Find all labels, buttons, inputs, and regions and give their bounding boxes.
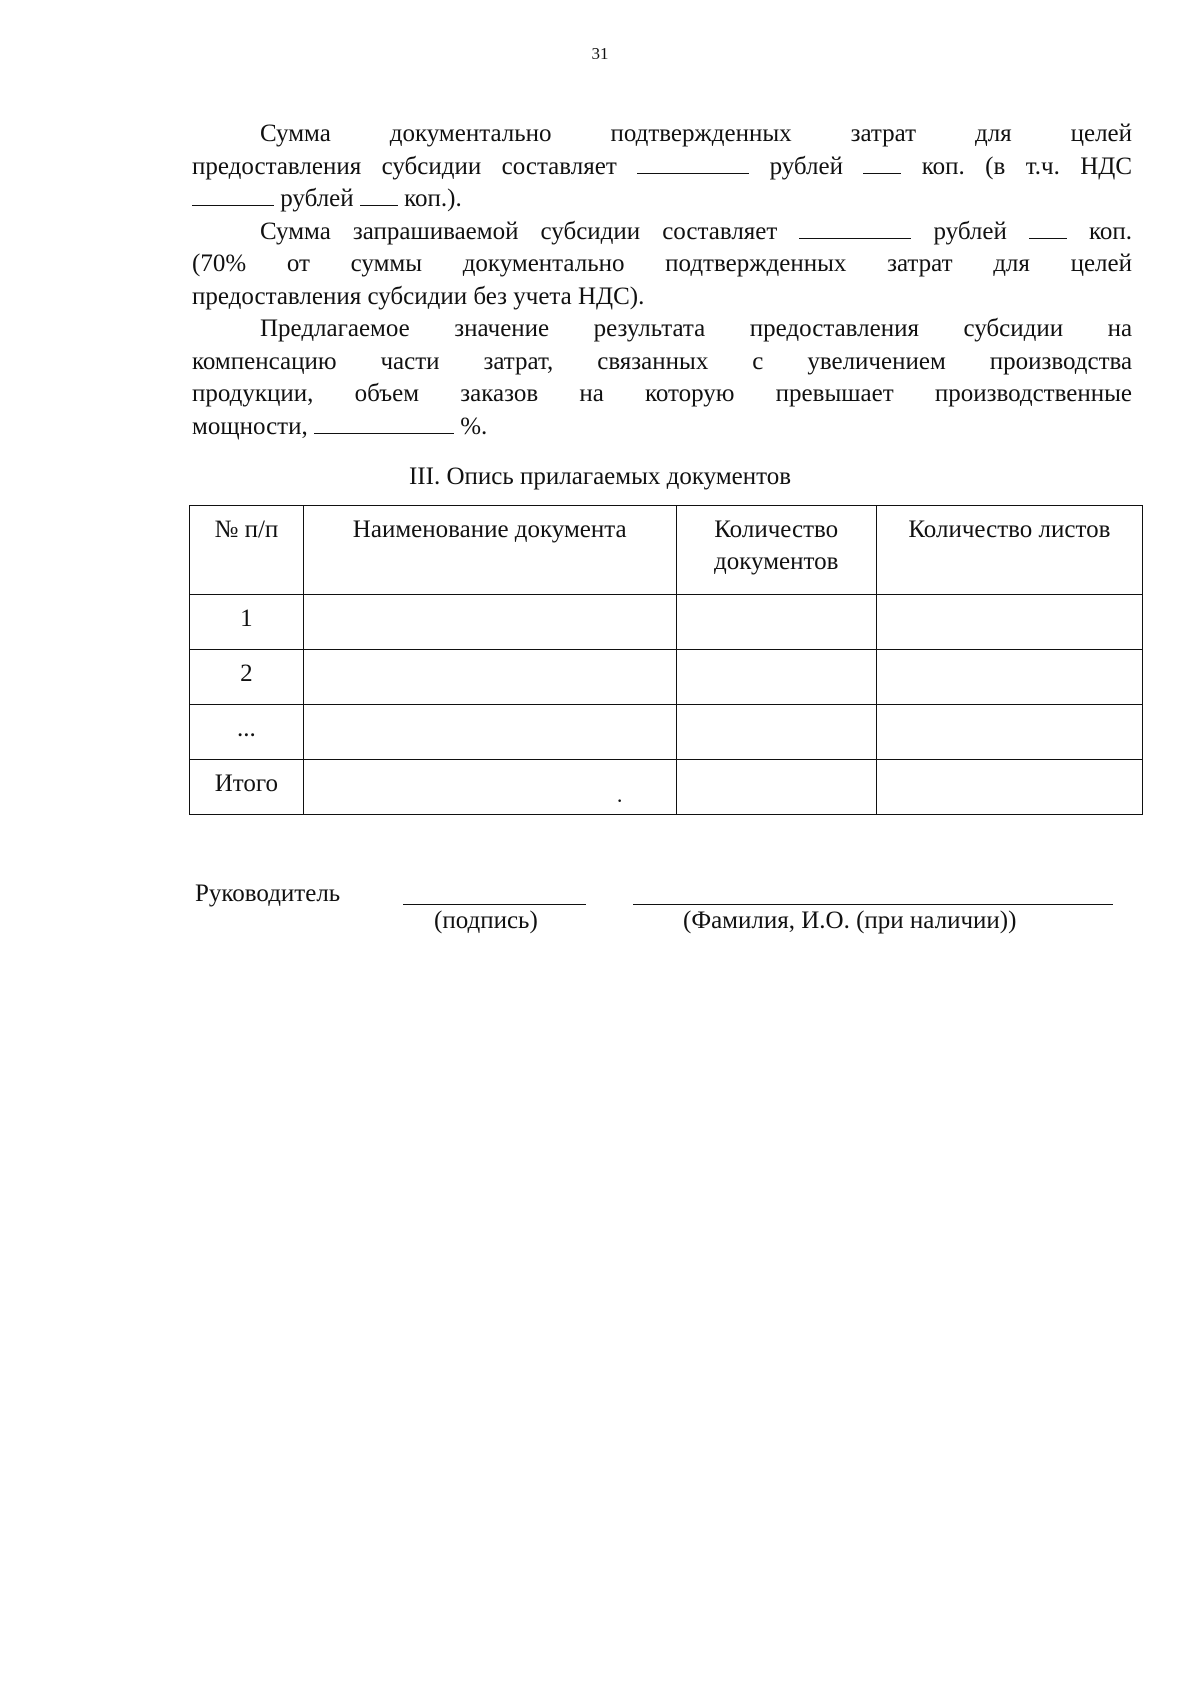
paragraph3-line3	[192, 378, 1132, 411]
amount-rub-blank	[637, 151, 749, 174]
word: на	[579, 380, 604, 407]
scan-speck: ·	[616, 788, 624, 813]
cell-sheets	[876, 760, 1142, 815]
text: коп.	[1089, 217, 1133, 245]
word: производственные	[934, 380, 1133, 407]
cell-num: 2	[190, 650, 304, 705]
cell-num: 1	[190, 595, 304, 650]
word: документально	[462, 250, 625, 277]
word: от	[286, 250, 310, 277]
word: производства	[989, 347, 1133, 375]
cell-num: Итого	[190, 760, 304, 815]
word: связанных	[597, 347, 709, 375]
paragraph2-line2	[192, 248, 1132, 281]
signature-role: Руководитель	[195, 880, 341, 907]
name-line	[633, 904, 1113, 905]
word: результата	[593, 315, 706, 342]
header-num: № п/п	[190, 506, 304, 595]
word: с	[752, 347, 764, 375]
text: рублей	[933, 217, 1007, 245]
text: предоставления субсидии составляет	[192, 152, 617, 180]
word: продукции,	[192, 380, 314, 407]
header-count-line2: документов	[714, 548, 839, 575]
subsidy-rub-blank	[799, 216, 911, 239]
cell-count	[676, 760, 876, 815]
table-row	[190, 595, 1143, 650]
signature-caption: (подпись)	[434, 907, 538, 934]
header-sheets: Количество листов	[876, 506, 1142, 595]
word: целей	[1070, 250, 1133, 277]
cell-count	[676, 650, 876, 705]
cell-name	[303, 595, 676, 650]
signature-line	[403, 904, 586, 905]
text: мощности,	[192, 412, 308, 440]
header-count-line1: Количество	[714, 516, 839, 543]
table-row-total	[190, 760, 1143, 815]
page-number: 31	[591, 44, 609, 63]
word: документально	[389, 120, 552, 147]
word: для	[993, 250, 1030, 277]
word: целей	[1070, 120, 1133, 147]
word: компенсацию	[192, 347, 337, 375]
text: %.	[460, 412, 488, 440]
word: для	[974, 120, 1012, 147]
cell-count	[676, 595, 876, 650]
cell-name	[303, 650, 676, 705]
paragraph2-line3: предоставления субсидии без учета НДС).	[192, 282, 645, 310]
paragraph1-line3	[192, 183, 1132, 216]
cell-sheets	[876, 650, 1142, 705]
table-row	[190, 705, 1143, 760]
word: части	[380, 347, 440, 375]
word: превышает	[775, 380, 894, 407]
text: коп.).	[404, 185, 462, 212]
word: Предлагаемое	[260, 315, 410, 342]
header-name: Наименование документа	[303, 506, 676, 595]
text: коп. (в т.ч. НДС	[921, 152, 1133, 180]
word: заказов	[460, 380, 539, 407]
amount-kop-blank	[863, 151, 901, 174]
paragraph3-line4	[192, 411, 1132, 444]
word: которую	[644, 380, 735, 407]
paragraph3-line1	[192, 313, 1132, 346]
cell-sheets	[876, 595, 1142, 650]
word: подтвержденных	[610, 120, 792, 147]
word: Сумма	[260, 120, 331, 147]
word: предоставления	[749, 315, 919, 342]
text: Сумма запрашиваемой субсидии составляет	[260, 217, 778, 245]
word: значение	[454, 315, 550, 342]
cell-num: ...	[190, 705, 304, 760]
body-text	[192, 118, 1132, 443]
name-caption: (Фамилия, И.О. (при наличии))	[683, 907, 1017, 934]
word: на	[1107, 315, 1133, 342]
word: затрат	[887, 250, 953, 277]
word: затрат,	[483, 347, 554, 375]
header-count	[676, 506, 876, 595]
cell-sheets	[876, 705, 1142, 760]
paragraph1-line1	[192, 118, 1132, 151]
vat-kop-blank	[360, 183, 398, 206]
paragraph3-line2	[192, 346, 1132, 379]
word: (70%	[192, 250, 247, 277]
word: объем	[354, 380, 420, 407]
paragraph2-line1	[192, 216, 1132, 249]
text: рублей	[280, 185, 354, 212]
vat-rub-blank	[192, 183, 274, 206]
word: увеличением	[807, 347, 946, 375]
word: затрат	[850, 120, 917, 147]
word: подтвержденных	[665, 250, 847, 277]
table-header-row	[190, 506, 1143, 595]
documents-table	[189, 505, 1143, 815]
word: суммы	[350, 250, 423, 277]
result-percent-blank	[314, 411, 454, 434]
section-title: III. Опись прилагаемых документов	[408, 463, 792, 490]
word: субсидии	[963, 315, 1064, 342]
table-row	[190, 650, 1143, 705]
text: рублей	[769, 152, 843, 180]
cell-name	[303, 705, 676, 760]
paragraph1-line2	[192, 151, 1132, 184]
cell-count	[676, 705, 876, 760]
subsidy-kop-blank	[1029, 216, 1067, 239]
